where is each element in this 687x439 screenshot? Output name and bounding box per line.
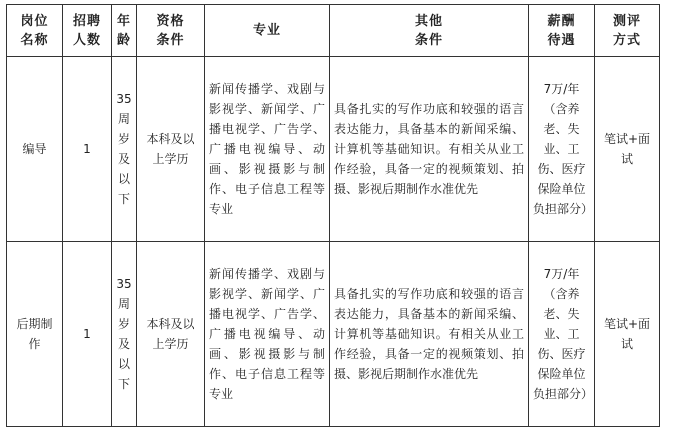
- recruitment-table: [6, 4, 660, 427]
- header-assessment: 测评 方式: [595, 5, 660, 57]
- count-cell: 1: [63, 57, 112, 242]
- count-cell: 1: [63, 242, 112, 427]
- assessment-cell: 笔试+面试: [595, 57, 660, 242]
- header-count: 招聘 人数: [63, 5, 112, 57]
- position-cell: 编导: [7, 57, 63, 242]
- salary-cell: 7万/年（含养老、失业、工伤、医疗保险单位负担部分）: [529, 242, 595, 427]
- qualification-cell: 本科及以上学历: [137, 57, 205, 242]
- header-major: 专业: [205, 5, 330, 57]
- other-conditions-cell: 具备扎实的写作功底和较强的语言表达能力，具备基本的新闻采编、计算机等基础知识。有相关从业工作经验，具备一定的视频策划、拍摄、影视后期制作水准优先: [330, 242, 529, 427]
- header-qualification: 资格 条件: [137, 5, 205, 57]
- other-conditions-cell: 具备扎实的写作功底和较强的语言表达能力，具备基本的新闻采编、计算机等基础知识。有相关从业工作经验，具备一定的视频策划、拍摄、影视后期制作水准优先: [330, 57, 529, 242]
- position-cell: 后期制作: [7, 242, 63, 427]
- salary-cell: 7万/年（含养老、失业、工伤、医疗保险单位负担部分）: [529, 57, 595, 242]
- age-cell: 35 周 岁 及 以 下: [112, 57, 137, 242]
- major-cell: 新闻传播学、戏剧与影视学、新闻学、广播电视学、广告学、广播电视编导、动画、影视摄影与制作、电子信息工程等专业: [205, 242, 330, 427]
- header-row: [7, 5, 660, 57]
- qualification-cell: 本科及以上学历: [137, 242, 205, 427]
- table-row: [7, 57, 660, 242]
- table-row: [7, 242, 660, 427]
- header-salary: 薪酬 待遇: [529, 5, 595, 57]
- age-cell: 35 周 岁 及 以 下: [112, 242, 137, 427]
- header-position: 岗位 名称: [7, 5, 63, 57]
- major-cell: 新闻传播学、戏剧与影视学、新闻学、广播电视学、广告学、广播电视编导、动画、影视摄影与制作、电子信息工程等专业: [205, 57, 330, 242]
- header-other: 其他 条件: [330, 5, 529, 57]
- recruitment-table-wrapper: [6, 4, 660, 427]
- header-age: 年 龄: [112, 5, 137, 57]
- assessment-cell: 笔试+面试: [595, 242, 660, 427]
